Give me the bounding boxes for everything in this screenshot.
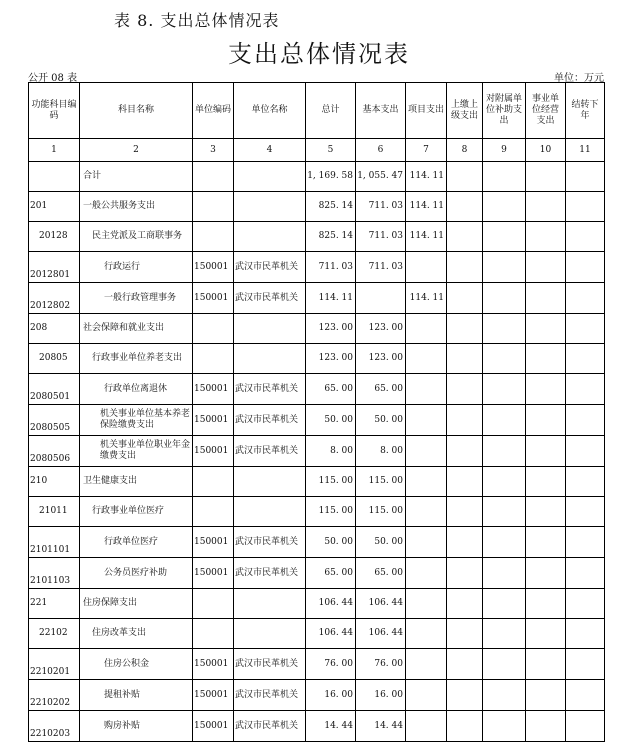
project-expense-cell: 114. 11 [406,222,447,252]
upper-remit-cell [447,344,483,374]
business-expense-cell [526,619,566,649]
subsidiary-subsidy-cell [483,436,526,467]
unit-name-cell: 武汉市民革机关 [234,283,306,314]
basic-expense-cell: 106. 44 [356,619,406,649]
unit-code-cell [193,162,234,192]
basic-expense-cell: 123. 00 [356,314,406,344]
business-expense-cell [526,649,566,680]
col-number: 7 [406,139,447,162]
carryover-cell [566,283,605,314]
table-row [29,619,605,649]
project-expense-cell [406,344,447,374]
table-row [29,162,605,192]
col-number: 2 [80,139,193,162]
unit-code-cell: 150001 [193,649,234,680]
business-expense-cell [526,711,566,742]
carryover-cell [566,467,605,497]
subject-name-cell: 一般公共服务支出 [80,192,193,222]
unit-code-cell: 150001 [193,558,234,589]
subject-name-cell: 提租补贴 [80,680,193,711]
basic-expense-cell: 106. 44 [356,589,406,619]
function-code-cell: 2080501 [29,374,80,405]
basic-expense-cell: 711. 03 [356,192,406,222]
business-expense-cell [526,680,566,711]
carryover-cell [566,252,605,283]
project-expense-cell [406,558,447,589]
subsidiary-subsidy-cell [483,467,526,497]
subject-name-cell: 住房改革支出 [80,619,193,649]
unit-name-cell [234,222,306,252]
subsidiary-subsidy-cell [483,558,526,589]
total-cell: 106. 44 [306,619,356,649]
unit-code-cell [193,619,234,649]
basic-expense-cell [356,283,406,314]
col-number: 11 [566,139,605,162]
total-cell: 711. 03 [306,252,356,283]
unit-code-cell [193,344,234,374]
function-code-cell: 21011 [29,497,80,527]
unit-name-cell [234,192,306,222]
total-cell: 50. 00 [306,527,356,558]
subject-name-cell: 行政事业单位医疗 [80,497,193,527]
subject-name-cell: 行政运行 [80,252,193,283]
subject-name-cell: 合计 [80,162,193,192]
column-number-row [29,139,605,162]
function-code-cell: 2101101 [29,527,80,558]
function-code-cell: 2210202 [29,680,80,711]
unit-name-cell [234,162,306,192]
function-code-cell: 20128 [29,222,80,252]
subject-name-cell: 机关事业单位基本养老保险缴费支出 [80,405,193,436]
unit-name-cell: 武汉市民革机关 [234,527,306,558]
function-code-cell: 2210203 [29,711,80,742]
unit-code-cell [193,497,234,527]
col-header: 单位名称 [234,83,306,139]
unit-name-cell [234,344,306,374]
table-row [29,711,605,742]
subsidiary-subsidy-cell [483,252,526,283]
upper-remit-cell [447,680,483,711]
subject-name-cell: 社会保障和就业支出 [80,314,193,344]
business-expense-cell [526,467,566,497]
upper-remit-cell [447,162,483,192]
basic-expense-cell: 711. 03 [356,222,406,252]
subsidiary-subsidy-cell [483,527,526,558]
basic-expense-cell: 76. 00 [356,649,406,680]
basic-expense-cell: 711. 03 [356,252,406,283]
upper-remit-cell [447,527,483,558]
basic-expense-cell: 115. 00 [356,497,406,527]
subject-name-cell: 行政单位医疗 [80,527,193,558]
table-row [29,589,605,619]
unit-name-cell: 武汉市民革机关 [234,436,306,467]
table-row [29,558,605,589]
col-header: 上缴上级支出 [447,83,483,139]
col-header: 事业单位经营支出 [526,83,566,139]
table-row [29,192,605,222]
function-code-cell: 2012801 [29,252,80,283]
unit-code-cell [193,222,234,252]
function-code-cell: 221 [29,589,80,619]
project-expense-cell: 114. 11 [406,283,447,314]
col-number: 9 [483,139,526,162]
total-cell: 76. 00 [306,649,356,680]
expenditure-table [28,82,605,742]
subsidiary-subsidy-cell [483,405,526,436]
basic-expense-cell: 65. 00 [356,558,406,589]
function-code-cell: 2210201 [29,649,80,680]
carryover-cell [566,222,605,252]
function-code-cell: 201 [29,192,80,222]
business-expense-cell [526,374,566,405]
upper-remit-cell [447,711,483,742]
function-code-cell: 2101103 [29,558,80,589]
business-expense-cell [526,252,566,283]
subsidiary-subsidy-cell [483,711,526,742]
subject-name-cell: 民主党派及工商联事务 [80,222,193,252]
col-number: 5 [306,139,356,162]
function-code-cell: 2012802 [29,283,80,314]
subsidiary-subsidy-cell [483,497,526,527]
business-expense-cell [526,527,566,558]
upper-remit-cell [447,467,483,497]
col-header: 基本支出 [356,83,406,139]
project-expense-cell [406,252,447,283]
subsidiary-subsidy-cell [483,162,526,192]
project-expense-cell [406,649,447,680]
project-expense-cell [406,680,447,711]
subsidiary-subsidy-cell [483,344,526,374]
carryover-cell [566,711,605,742]
col-number: 1 [29,139,80,162]
total-cell: 115. 00 [306,497,356,527]
basic-expense-cell: 16. 00 [356,680,406,711]
total-cell: 50. 00 [306,405,356,436]
total-cell: 1, 169. 58 [306,162,356,192]
unit-code-cell: 150001 [193,527,234,558]
business-expense-cell [526,162,566,192]
col-header: 科目名称 [80,83,193,139]
carryover-cell [566,162,605,192]
page-title: 支出总体情况表 [228,40,410,68]
col-header: 项目支出 [406,83,447,139]
subsidiary-subsidy-cell [483,374,526,405]
unit-name-cell [234,467,306,497]
basic-expense-cell: 123. 00 [356,344,406,374]
subject-name-cell: 机关事业单位职业年金缴费支出 [80,436,193,467]
carryover-cell [566,344,605,374]
project-expense-cell [406,619,447,649]
total-cell: 8. 00 [306,436,356,467]
col-header: 对附属单位补助支出 [483,83,526,139]
table-row [29,649,605,680]
subject-name-cell: 购房补贴 [80,711,193,742]
unit-code-cell [193,192,234,222]
function-code-cell: 2080505 [29,405,80,436]
unit-code-cell: 150001 [193,436,234,467]
table-number-title: 表 8. 支出总体情况表 [114,11,280,30]
business-expense-cell [526,405,566,436]
subject-name-cell: 一般行政管理事务 [80,283,193,314]
upper-remit-cell [447,252,483,283]
unit-name-cell [234,619,306,649]
business-expense-cell [526,283,566,314]
unit-code-cell [193,589,234,619]
col-number: 8 [447,139,483,162]
subject-name-cell: 行政单位离退休 [80,374,193,405]
col-header: 结转下年 [566,83,605,139]
upper-remit-cell [447,436,483,467]
table-row [29,314,605,344]
subject-name-cell: 卫生健康支出 [80,467,193,497]
unit-code-cell: 150001 [193,405,234,436]
project-expense-cell: 114. 11 [406,162,447,192]
subject-name-cell: 行政事业单位养老支出 [80,344,193,374]
function-code-cell: 22102 [29,619,80,649]
unit-name-cell: 武汉市民革机关 [234,405,306,436]
table-code: 公开 08 表 [28,73,78,84]
carryover-cell [566,436,605,467]
carryover-cell [566,558,605,589]
project-expense-cell [406,374,447,405]
table-row [29,467,605,497]
total-cell: 123. 00 [306,314,356,344]
upper-remit-cell [447,192,483,222]
col-number: 10 [526,139,566,162]
subsidiary-subsidy-cell [483,589,526,619]
unit-name-cell: 武汉市民革机关 [234,252,306,283]
table-row [29,344,605,374]
subsidiary-subsidy-cell [483,192,526,222]
unit-name-cell: 武汉市民革机关 [234,680,306,711]
carryover-cell [566,374,605,405]
unit-name-cell: 武汉市民革机关 [234,558,306,589]
unit-code-cell: 150001 [193,680,234,711]
unit-name-cell [234,589,306,619]
upper-remit-cell [447,314,483,344]
total-cell: 115. 00 [306,467,356,497]
col-number: 4 [234,139,306,162]
basic-expense-cell: 8. 00 [356,436,406,467]
upper-remit-cell [447,374,483,405]
upper-remit-cell [447,497,483,527]
unit-code-cell [193,467,234,497]
project-expense-cell [406,436,447,467]
business-expense-cell [526,344,566,374]
basic-expense-cell: 50. 00 [356,527,406,558]
unit-name-cell [234,497,306,527]
subsidiary-subsidy-cell [483,680,526,711]
subject-name-cell: 公务员医疗补助 [80,558,193,589]
unit-name-cell: 武汉市民革机关 [234,711,306,742]
project-expense-cell: 114. 11 [406,192,447,222]
table-row [29,252,605,283]
carryover-cell [566,589,605,619]
total-cell: 106. 44 [306,589,356,619]
table-row [29,374,605,405]
unit-name-cell [234,314,306,344]
function-code-cell: 208 [29,314,80,344]
total-cell: 825. 14 [306,222,356,252]
project-expense-cell [406,711,447,742]
subject-name-cell: 住房保障支出 [80,589,193,619]
table-row [29,405,605,436]
upper-remit-cell [447,649,483,680]
carryover-cell [566,192,605,222]
carryover-cell [566,649,605,680]
basic-expense-cell: 50. 00 [356,405,406,436]
basic-expense-cell: 65. 00 [356,374,406,405]
project-expense-cell [406,589,447,619]
carryover-cell [566,314,605,344]
total-cell: 14. 44 [306,711,356,742]
upper-remit-cell [447,619,483,649]
project-expense-cell [406,314,447,344]
col-number: 6 [356,139,406,162]
carryover-cell [566,497,605,527]
project-expense-cell [406,405,447,436]
upper-remit-cell [447,283,483,314]
function-code-cell: 20805 [29,344,80,374]
business-expense-cell [526,222,566,252]
upper-remit-cell [447,558,483,589]
carryover-cell [566,619,605,649]
unit-code-cell: 150001 [193,711,234,742]
business-expense-cell [526,192,566,222]
table-row [29,222,605,252]
subsidiary-subsidy-cell [483,283,526,314]
upper-remit-cell [447,589,483,619]
table-row [29,680,605,711]
business-expense-cell [526,558,566,589]
function-code-cell [29,162,80,192]
total-cell: 65. 00 [306,558,356,589]
table-row [29,283,605,314]
total-cell: 16. 00 [306,680,356,711]
subsidiary-subsidy-cell [483,649,526,680]
table-row [29,497,605,527]
carryover-cell [566,680,605,711]
project-expense-cell [406,467,447,497]
basic-expense-cell: 1, 055. 47 [356,162,406,192]
subsidiary-subsidy-cell [483,222,526,252]
subsidiary-subsidy-cell [483,619,526,649]
business-expense-cell [526,589,566,619]
col-number: 3 [193,139,234,162]
col-header: 功能科目编码 [29,83,80,139]
col-header: 单位编码 [193,83,234,139]
header-row [29,83,605,139]
table-row [29,527,605,558]
total-cell: 65. 00 [306,374,356,405]
upper-remit-cell [447,405,483,436]
unit-name-cell: 武汉市民革机关 [234,649,306,680]
total-cell: 123. 00 [306,344,356,374]
unit-code-cell [193,314,234,344]
business-expense-cell [526,497,566,527]
unit-code-cell: 150001 [193,374,234,405]
subsidiary-subsidy-cell [483,314,526,344]
basic-expense-cell: 115. 00 [356,467,406,497]
basic-expense-cell: 14. 44 [356,711,406,742]
business-expense-cell [526,314,566,344]
total-cell: 114. 11 [306,283,356,314]
function-code-cell: 2080506 [29,436,80,467]
carryover-cell [566,527,605,558]
upper-remit-cell [447,222,483,252]
project-expense-cell [406,497,447,527]
carryover-cell [566,405,605,436]
total-cell: 825. 14 [306,192,356,222]
unit-label: 单位：万元 [554,73,604,84]
function-code-cell: 210 [29,467,80,497]
subject-name-cell: 住房公积金 [80,649,193,680]
unit-code-cell: 150001 [193,283,234,314]
col-header: 总计 [306,83,356,139]
business-expense-cell [526,436,566,467]
unit-name-cell: 武汉市民革机关 [234,374,306,405]
project-expense-cell [406,527,447,558]
unit-code-cell: 150001 [193,252,234,283]
table-row [29,436,605,467]
